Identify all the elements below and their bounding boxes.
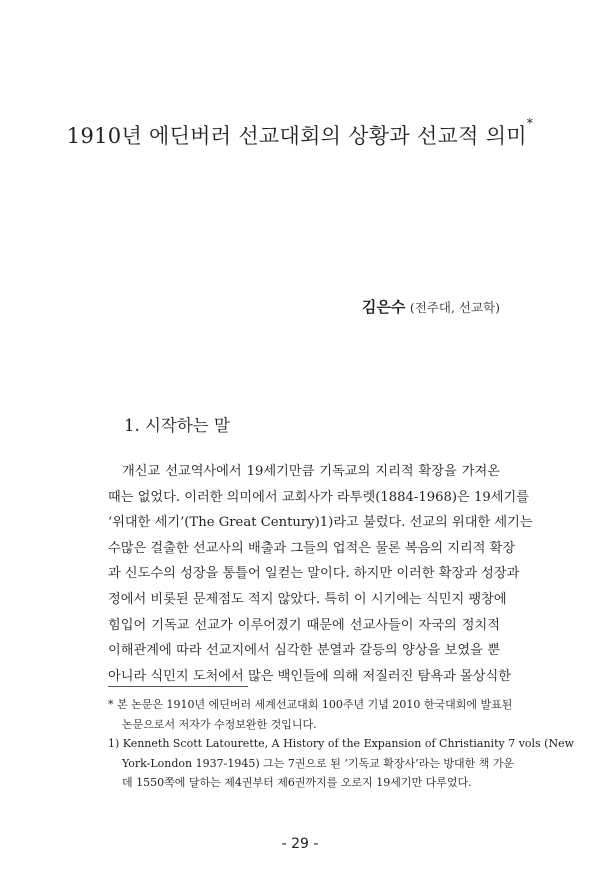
body-line: 수많은 걸출한 선교사의 배출과 그들의 업적은 물론 복음의 지리적 확장 bbox=[108, 540, 516, 556]
author-name: 김은수 bbox=[361, 298, 406, 316]
body-line: 아니라 식민지 도처에서 많은 백인들에 의해 저질러진 탐욕과 몰상식한 bbox=[108, 668, 511, 684]
body-line: ‘위대한 세기’(The Great Century)1)라고 불렀다. 선교의 위대한 세기는 bbox=[108, 515, 533, 531]
body-paragraph bbox=[108, 459, 533, 689]
footnote-1 bbox=[108, 734, 575, 793]
footnote-line: 1) Kenneth Scott Latourette, A History of the Expansion of Christianity 7 vols (New bbox=[108, 737, 575, 750]
footnote-line: * 본 논문은 1910년 에딘버러 세계선교대회 100주년 기념 2010 한국대회에 발표된 bbox=[108, 698, 513, 711]
footnote-divider bbox=[108, 686, 248, 687]
footnote-line: York-London 1937-1945) 그는 7권으로 된 ‘기독교 확장사’라는 방대한 책 가운 bbox=[122, 756, 515, 770]
body-line: 과 신도수의 성장을 통틀어 일컫는 말이다. 하지만 이러한 확장과 성장과 bbox=[108, 566, 520, 582]
footnote-line: 데 1550쪽에 달하는 제4권부터 제6권까지를 오로지 19세기만 다루었다. bbox=[122, 776, 472, 789]
title-footnote-mark: * bbox=[526, 116, 534, 130]
footnote-star bbox=[108, 695, 513, 734]
body-line: 때는 없었다. 이러한 의미에서 교회사가 라투렛(1884-1968)은 19세기를 bbox=[108, 489, 529, 505]
author-affiliation: (전주대, 선교학) bbox=[409, 300, 500, 315]
section-heading: 1. 시작하는 말 bbox=[124, 416, 230, 435]
title-text: 1910년 에딘버러 선교대회의 상황과 선교적 의미 bbox=[66, 124, 527, 148]
body-line: 이해관계에 따라 선교지에서 심각한 분열과 갈등의 양상을 보였을 뿐 bbox=[108, 643, 500, 659]
author-line bbox=[362, 296, 500, 317]
page-number: - 29 - bbox=[281, 836, 319, 852]
body-line: 정에서 비롯된 문제점도 적지 않았다. 특히 이 시기에는 식민지 팽창에 bbox=[108, 591, 507, 607]
body-line: 개신교 선교역사에서 19세기만큼 기독교의 지리적 확장을 가져온 bbox=[122, 464, 500, 479]
footnote-line: 논문으로서 저자가 수정보완한 것입니다. bbox=[122, 717, 317, 731]
paper-title bbox=[0, 116, 600, 150]
body-line: 힘입어 기독교 선교가 이루어졌기 때문에 선교사들이 자국의 정치적 bbox=[108, 617, 500, 633]
